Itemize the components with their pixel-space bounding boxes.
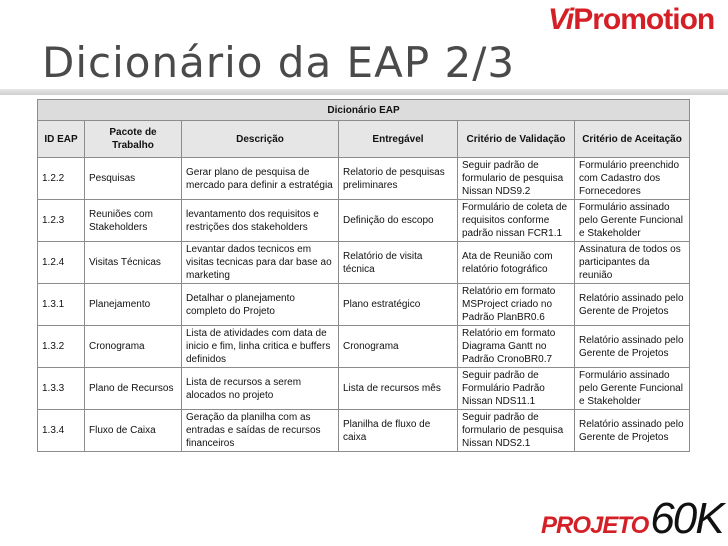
cell-deliverable: Lista de recursos mês: [339, 368, 458, 410]
logo-mark: Vi: [548, 3, 574, 36]
cell-acceptance: Formulário assinado pelo Gerente Funcional e Stakeholder: [575, 368, 690, 410]
vipromotion-logo: [548, 3, 714, 37]
cell-id: 1.3.3: [38, 368, 85, 410]
logo-bottom-text: PROJETO: [541, 512, 649, 539]
table-row: [38, 326, 690, 368]
cell-acceptance: Relatório assinado pelo Gerente de Projetos: [575, 284, 690, 326]
eap-dictionary-table: [37, 99, 690, 452]
cell-validation: Seguir padrão de Formulário Padrão Nissan NDS11.1: [458, 368, 575, 410]
header-work-package: Pacote de Trabalho: [85, 121, 182, 158]
cell-package: Plano de Recursos: [85, 368, 182, 410]
cell-deliverable: Definição do escopo: [339, 200, 458, 242]
cell-description: Lista de recursos a serem alocados no projeto: [182, 368, 339, 410]
cell-description: Gerar plano de pesquisa de mercado para definir a estratégia: [182, 158, 339, 200]
cell-deliverable: Cronograma: [339, 326, 458, 368]
header-description: Descrição: [182, 121, 339, 158]
header-validation: Critério de Validação: [458, 121, 575, 158]
cell-deliverable: Relatório de visita técnica: [339, 242, 458, 284]
cell-acceptance: Formulário assinado pelo Gerente Funcional e Stakeholder: [575, 200, 690, 242]
cell-deliverable: Relatorio de pesquisas preliminares: [339, 158, 458, 200]
table-row: [38, 200, 690, 242]
projeto-60k-logo: [541, 494, 723, 544]
cell-description: Geração da planilha com as entradas e saídas de recursos financeiros: [182, 410, 339, 452]
cell-package: Fluxo de Caixa: [85, 410, 182, 452]
cell-description: Lista de atividades com data de inicio e fim, linha critica e buffers definidos: [182, 326, 339, 368]
cell-description: levantamento dos requisitos e restrições dos stakeholders: [182, 200, 339, 242]
cell-id: 1.2.3: [38, 200, 85, 242]
slide-title: Dicionário da EAP 2/3: [42, 38, 516, 87]
cell-validation: Formulário de coleta de requisitos conforme padrão nissan FCR1.1: [458, 200, 575, 242]
cell-validation: Ata de Reunião com relatório fotográfico: [458, 242, 575, 284]
table-row: [38, 284, 690, 326]
cell-acceptance: Formulário preenchido com Cadastro dos Fornecedores: [575, 158, 690, 200]
table-row: [38, 368, 690, 410]
header-deliverable: Entregável: [339, 121, 458, 158]
table-row: [38, 158, 690, 200]
header-acceptance: Critério de Aceitação: [575, 121, 690, 158]
cell-package: Cronograma: [85, 326, 182, 368]
cell-id: 1.3.2: [38, 326, 85, 368]
cell-id: 1.2.2: [38, 158, 85, 200]
cell-acceptance: Relatório assinado pelo Gerente de Projetos: [575, 410, 690, 452]
cell-package: Reuniões com Stakeholders: [85, 200, 182, 242]
table-row: [38, 242, 690, 284]
cell-package: Pesquisas: [85, 158, 182, 200]
cell-id: 1.2.4: [38, 242, 85, 284]
header-id: ID EAP: [38, 121, 85, 158]
table-row: [38, 410, 690, 452]
cell-validation: Seguir padrão de formulario de pesquisa Nissan NDS2.1: [458, 410, 575, 452]
logo-text: Promotion: [573, 3, 715, 36]
cell-acceptance: Assinatura de todos os participantes da reunião: [575, 242, 690, 284]
cell-validation: Seguir padrão de formulario de pesquisa Nissan NDS9.2: [458, 158, 575, 200]
cell-validation: Relatório em formato MSProject criado no Padrão PlanBR0.6: [458, 284, 575, 326]
table-caption: Dicionário EAP: [38, 100, 690, 121]
title-divider: [0, 89, 728, 95]
cell-package: Planejamento: [85, 284, 182, 326]
cell-deliverable: Planilha de fluxo de caixa: [339, 410, 458, 452]
cell-id: 1.3.1: [38, 284, 85, 326]
cell-description: Levantar dados tecnicos em visitas tecnicas para dar base ao marketing: [182, 242, 339, 284]
logo-bottom-number: 60K: [650, 494, 723, 543]
cell-description: Detalhar o planejamento completo do Projeto: [182, 284, 339, 326]
cell-acceptance: Relatório assinado pelo Gerente de Projetos: [575, 326, 690, 368]
cell-deliverable: Plano estratégico: [339, 284, 458, 326]
cell-package: Visitas Técnicas: [85, 242, 182, 284]
cell-id: 1.3.4: [38, 410, 85, 452]
cell-validation: Relatório em formato Diagrama Gantt no Padrão CronoBR0.7: [458, 326, 575, 368]
